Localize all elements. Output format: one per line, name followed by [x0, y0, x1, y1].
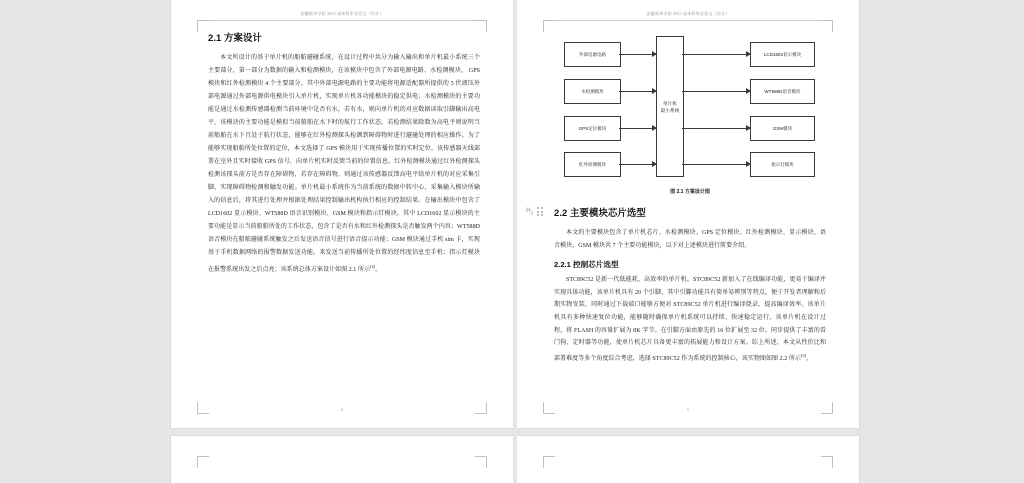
crop-mark-top-left-icon: [197, 456, 209, 468]
crop-mark-top-left-icon: [543, 456, 555, 468]
paragraph-2-1-body[interactable]: [208, 52, 480, 277]
diagram-node-power-circuit[interactable]: 外部电源电路: [564, 42, 621, 67]
diagram-arrow-mcu-to-indicator-icon: [682, 164, 750, 165]
diagram-node-indicator-light[interactable]: 指示灯模块: [750, 152, 815, 177]
figure-caption-2-1: 图 2.1 方案设计图: [670, 189, 710, 195]
heading-style-marker: $H_2$: [526, 207, 534, 216]
document-page-4[interactable]: [171, 0, 513, 428]
diagram-arrow-gps-to-mcu-icon: [619, 128, 656, 129]
section-heading-2-2: 2.2 主要模块芯片选型: [554, 207, 646, 218]
page-number-5: 5: [686, 407, 690, 412]
citation-ref: [4]: [370, 264, 376, 269]
diagram-arrow-mcu-to-gsm-icon: [682, 128, 750, 129]
mcu-label-line1: 单片机: [662, 100, 678, 106]
diagram-arrow-water-to-mcu-icon: [619, 91, 656, 92]
diagram-node-infrared-module[interactable]: 红外检测模块: [564, 152, 621, 177]
paragraph-2-2-body[interactable]: 本文的主要模块包含了单片机芯片、水检测模块、GPS 定位模块、红外检测模块、显示模块、语音模块、GSM 模块共 7 个主要功能模块，以下对上述模块进行简要介绍。: [554, 230, 826, 249]
diagram-arrow-mcu-to-lcd-icon: [682, 54, 750, 55]
document-page-7-partial[interactable]: [517, 436, 859, 483]
mcu-label-line2: 最小系统: [660, 107, 680, 113]
header-rule: [543, 20, 833, 21]
diagram-arrow-power-to-mcu-icon: [619, 54, 656, 55]
diagram-arrow-mcu-to-voice-icon: [682, 91, 750, 92]
diagram-node-water-sensor[interactable]: 水检测模块: [564, 79, 621, 104]
paragraph-2-1-text: 本文所设计的基于单片机的船舶避碰系统，在设计过程中共分为输入输出和单片机最小系统三个主要部分，第一部分为数据的输入和检测模块，在该模块中包含了外部电源电路、水检测模块、 GPS 模块和红外检测模块 4 个主要部分。其中外部电源电路的主要功能将电源适配器所提供的 5 伏液压外部电源通过外部电源供电模块引入单片机，实现单片机各功能模块的稳定供电；水检测模块的主要功能是通过水检测传感器检测当前环境中是否有水，若有水，则向单片机的对应数据读取引脚输出高电平，该模块的主要功能是模拟当前船舶在水下时的航行工作状态。若检测结果除数为高电平则说明当前船舶在水下且处于航行状态，能够在红外检测探头检测到障碍物时进行避碰处理的相应操作。为了能够实现船舶所处位置的定位，本文选择了 GPS 模块用于实现传播位置的实时定位，该传感器天线部署在室外且实时接收 GPS 信号，向单片机实时反馈当前的位置信息。红外检测模块通过红外检测探头检测该探头前方是否存在障碍物，若存在障碍物，则通过该传感器反馈高电平给单片机的对应采集引脚，实现障碍物检测和触发功能。单片机最小系统作为当前系统的数据中转中心，采集输入模块所输入的信息后，将其进行处理并根据处理结果控制输出机构执行相应的控制结果。在输出模块中包含了 LCD1602 显示模块、WT588D 语音识别模块、GSM 模块和指示灯模块。其中 LCD1602 显示模块的主要功能是显示当前船舶所处的工作状态，包含了是否有水和红外检测探头是否触发两个内容；WT588D 语音模块在船舶避碰系统触发之后发送语音信号进行语音提示功能；GSM 模块通过手机 sim 卡，实现基于手机数据网络的报警数据发送功能，来发送当前传播所处位置的经纬度信息至手机；指示灯模块在报警系统出发之后点亮；该系统总体方案设计如图 2.1 所示: [208, 55, 480, 273]
diagram-node-mcu-core[interactable]: [656, 36, 684, 177]
document-page-5[interactable]: [517, 0, 859, 428]
paragraph-2-1-tail: 。: [375, 267, 382, 273]
diagram-arrow-infrared-to-mcu-icon: [619, 164, 656, 165]
section-2-2-block: [526, 205, 826, 219]
block-diagram-figure-2-1[interactable]: [552, 34, 820, 182]
page-gutter-divider: [513, 0, 517, 483]
running-header: 安徽新华学院 2023 届本科毕业论文（设计）: [646, 11, 730, 16]
diagram-node-voice-module[interactable]: WT588D语音模块: [750, 79, 815, 104]
subsection-heading-2-2-1: 2.2.1 控制芯片选型: [554, 260, 619, 270]
document-page-6-partial[interactable]: [171, 436, 513, 483]
page-5-text-column[interactable]: [526, 30, 826, 365]
gutter-markers[interactable]: [526, 207, 543, 216]
diagram-node-gsm-module[interactable]: GSM模块: [750, 116, 815, 141]
paragraph-2-2-1-text: STC89C52 是新一代低能耗、高效率的单片机。STC89C52 新加入了在线编译功能，更易于编译并实现具体功能，该单片机具有 20 个引脚，其中引脚功能具有简单易辨别等特点，便于开发者理解和后期实物安装，同时通过下载端口能够方便对 STC89C52 单片机进行编译烧录，提高编译效率。该单片机具有多种快速复位功能，能够随时确保单片机系统可以持续、快速稳定运行。该单片机在设计过程，将 FLASH 的容量扩展为 8K 字节。在引脚方面由原先的 16 位扩展至 32 位。同步提供了丰富的看门狗、定时器等功能，使单片机芯片具备更丰富的拓展能力和设计方案。综上所述，本文从性价比和部署难度等多个角度综合考虑，选择 STC89C52 作为系统的控制核心，该实物图如图 2.2 所示: [554, 277, 826, 362]
paragraph-2-2-1-body[interactable]: STC89C52 是新一代低能耗、高效率的单片机。STC89C52 新加入了在线编译功能，更易于编译并实现具体功能，该单片机具有 20 个引脚，其中引脚功能具有简单易辨别等特点，便于开发者理解和后期实物安装，同时通过下载端口能够方便对 STC89C52 单片机进行编译烧录，提高编译效率。该单片机具有多种快速复位功能，能够随时确保单片机系统可以持续、快速稳定运行。该单片机在设计过程，将 FLASH 的容量扩展为 8K 字节。在引脚方面由原先的 16 位扩展至 32 位。同步提供了丰富的看门狗、定时器等功能，使单片机芯片具备更丰富的拓展能力和设计方案。综上所述，本文从性价比和部署难度等多个角度综合考虑，选择 STC89C52 作为系统的控制核心，该实物图如图 2.2 所示[5]。: [554, 277, 826, 362]
diagram-node-gps-module[interactable]: GPS定位模块: [564, 116, 621, 141]
header-rule: [197, 20, 487, 21]
running-header: 安徽新华学院 2023 届本科毕业论文（设计）: [300, 11, 384, 16]
page-4-text-column[interactable]: [208, 30, 480, 277]
diagram-node-lcd-display[interactable]: LCD1602显示模块: [750, 42, 815, 67]
citation-ref: [5]: [800, 352, 807, 358]
drag-handle-icon[interactable]: [537, 207, 543, 216]
page-number-4: 4: [340, 407, 344, 412]
crop-mark-top-right-icon: [821, 456, 833, 468]
section-heading-2-1: 2.1 方案设计: [208, 32, 262, 43]
crop-mark-top-right-icon: [475, 456, 487, 468]
